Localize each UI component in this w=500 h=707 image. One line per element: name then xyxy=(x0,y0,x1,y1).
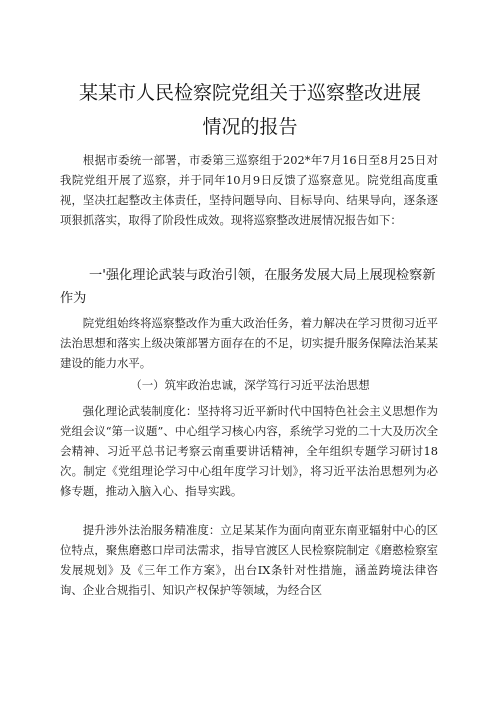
intro-paragraph: 根据市委统一部署，市委第三巡察组于202*年7月16日至8月25日对我院党组开展了巡察，并于同年10月9日反馈了巡察意见。院党组高度重视，坚决扛起整改主体责任，坚持问题导向、目标导向、结果导向，逐条逐项狠抓落实，取得了阶段性成效。现将巡察整改进展情况报告如下： xyxy=(60,153,438,227)
theory-paragraph: 强化理论武装制度化：坚持将习近平新时代中国特色社会主义思想作为党组会议“第一议题”、中心组学习核心内容，系统学习党的二十大及历次全会精神、习近平总书记考察云南重要讲话精神，全年组织专题学习研讨18次。制定《党组理论学习中心组年度学习计划》，将习近平法治思想列为必修专题，推动入脑入心、指导实践。 xyxy=(60,404,438,498)
section-1-body: 院党组始终将巡察整改作为重大政治任务，着力解决在学习贯彻习近平法治思想和落实上级决策部署方面存在的不足，切实提升服务保障法治某某建设的能力水平。 xyxy=(60,316,438,370)
document-title-line-2: 情况的报告 xyxy=(202,116,298,138)
section-1-heading: 一'强化理论武装与政治引领，在服务发展大局上展现检察新作为 xyxy=(60,268,436,306)
document-title-line-1: 某某市人民检察院党组关于巡察整改进展 xyxy=(78,82,421,104)
service-paragraph: 提升涉外法治服务精准度：立足某某作为面向南亚东南亚辐射中心的区位特点，聚焦磨憨口岸司法需求，指导官渡区人民检察院制定《磨憨检察室发展规划》及《三年工作方案》，出台IX条针对性措施，涵盖跨境法律咨询、企业合规指引、知识产权保护等领域，为经合区 xyxy=(60,523,438,597)
subsection-1-heading: （一）筑牢政治忠诚，深学笃行习近平法治思想 xyxy=(130,378,370,392)
